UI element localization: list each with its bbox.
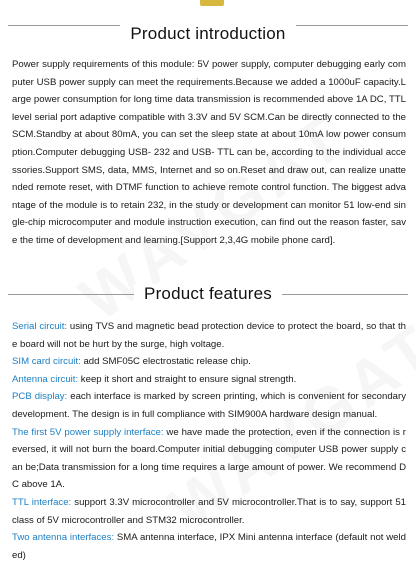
feature-text: keep it short and straight to ensure signal strength. [78,373,297,385]
feature-item [12,371,406,389]
feature-item [12,494,406,529]
feature-item [12,424,406,494]
features-title: Product features [0,284,416,304]
feature-label: Antenna circuit: [12,373,79,385]
feature-text: we have made the protection, even if the connection is reversed, it will not burn the board.Computer initial debugging computer USB power supply can be;Data transmission for a long time requires a large amount of power. We recommend DC above 1A. [12,426,407,491]
feature-label: Two antenna interfaces: [12,532,115,544]
feature-text: using TVS and magnetic bead protection device to protect the board, so that the board will not be hurt by the surge, high voltage. [12,321,406,350]
feature-label: SIM card circuit: [12,356,81,368]
feature-item [12,529,406,564]
feature-label: PCB display: [12,391,68,403]
features-list [12,318,406,564]
feature-label: Serial circuit: [12,321,68,332]
intro-title: Product introduction [0,24,416,44]
feature-text: add SMF05C electrostatic release chip. [80,356,251,368]
product-image-top [190,0,234,10]
feature-label: TTL interface: [12,496,72,508]
feature-text: support 3.3V microcontroller and 5V microcontroller.That is to say, support 51 class of 5V microcontroller and STM32 microcontroller. [12,496,407,526]
feature-item [12,388,406,423]
feature-item [12,318,406,353]
intro-body: Power supply requirements of this module: 5V power supply, computer debugging early computer USB power supply can meet the requirements.Because we added a 1000uF capacity.Large power consumption for long time data transmission is recommended above 1A DC, TTL level serial port adaptive compatible with 3.3V and 5V SCM.Can be directly connected to the SCM.Standby at about 80mA, you can set the sleep state at about 10mA low power consumption.Computer debugging USB- 232 and USB- TTL can be, according to the individual accessories.Support SMS, data, MMS, Internet and so on.Reset and draw out, can realize unattended remote reset, with DTMF function to achieve remote control function. The biggest advantage of the module is to retain 232, in the study or development can monitor 51 low-end single-chip microcomputer and module instruction execution, can find out the reason faster, save the time of development and learning.[Support 2,3,4G mobile phone card]. [12,59,406,246]
feature-text: each interface is marked by screen printing, which is convenient for secondary development. The design is in full compliance with SIM900A hardware design manual. [12,391,406,420]
feature-text: SMA antenna interface, IPX Mini antenna interface (default not welded) [12,532,406,561]
feature-label: The first 5V power supply interface: [12,426,164,438]
feature-item [12,353,406,371]
